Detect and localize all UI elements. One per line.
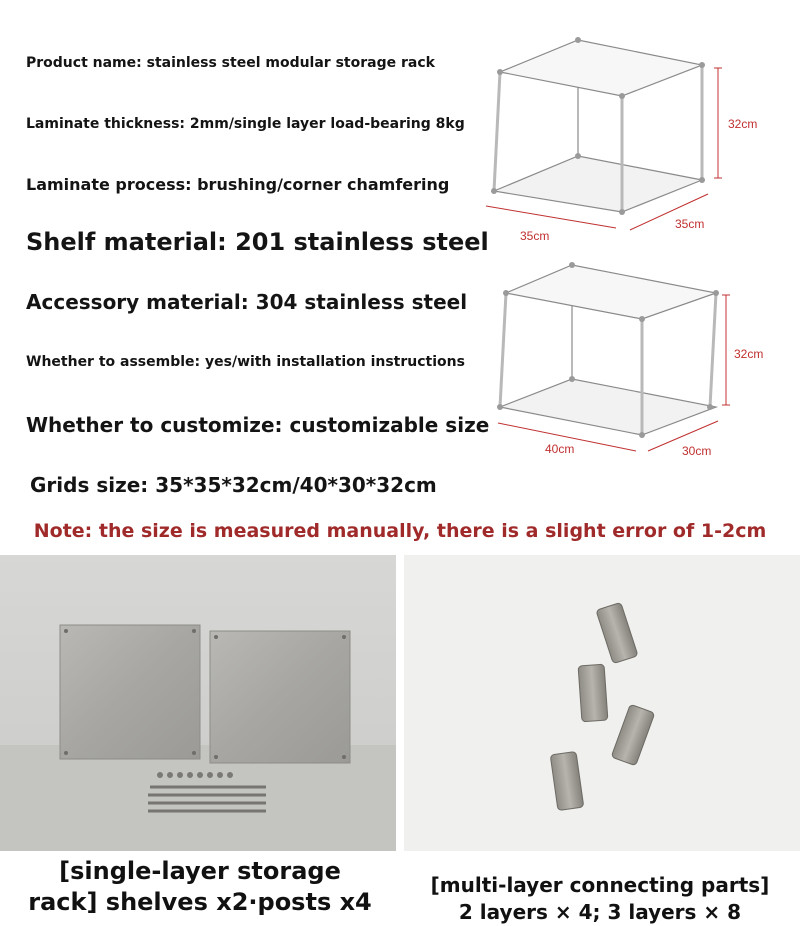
shelves-caption-line1: [single-layer storage [59, 857, 341, 885]
cube-diagram-40x30 [470, 255, 800, 465]
connectors-caption-line2: 2 layers × 4; 3 layers × 8 [458, 900, 742, 924]
top-width-label: 35cm [520, 229, 550, 243]
shelves-caption-line2: rack] shelves x2·posts x4 [28, 888, 372, 916]
spec-shelf-material: Shelf material: 201 stainless steel [26, 228, 489, 256]
top-depth-label: 35cm [675, 217, 705, 231]
shelves-illustration [0, 555, 396, 851]
spec-accessory-material: Accessory material: 304 stainless steel [26, 290, 468, 314]
bottom-width-label: 40cm [545, 442, 575, 456]
connecting-parts-photo [404, 555, 800, 851]
connectors-illustration [404, 555, 800, 851]
measurement-note: Note: the size is measured manually, there is a slight error of 1-2cm [33, 520, 767, 542]
spec-customize: Whether to customize: customizable size [26, 413, 490, 437]
connectors-caption [400, 872, 800, 926]
bottom-depth-label: 30cm [682, 444, 712, 458]
spec-product-name: Product name: stainless steel modular storage rack [26, 55, 435, 71]
cube-diagram-35x35 [470, 28, 800, 250]
connectors-caption-line1: [multi-layer connecting parts] [430, 873, 770, 897]
top-height-label: 32cm [728, 117, 758, 131]
shelves-caption [0, 856, 400, 918]
shelves-photo [0, 555, 396, 851]
spec-grids-size: Grids size: 35*35*32cm/40*30*32cm [30, 473, 437, 497]
bottom-height-label: 32cm [734, 347, 764, 361]
spec-assemble: Whether to assemble: yes/with installation instructions [26, 354, 465, 370]
spec-laminate-process: Laminate process: brushing/corner chamfering [26, 175, 450, 194]
spec-laminate-thickness: Laminate thickness: 2mm/single layer load-bearing 8kg [26, 116, 465, 132]
